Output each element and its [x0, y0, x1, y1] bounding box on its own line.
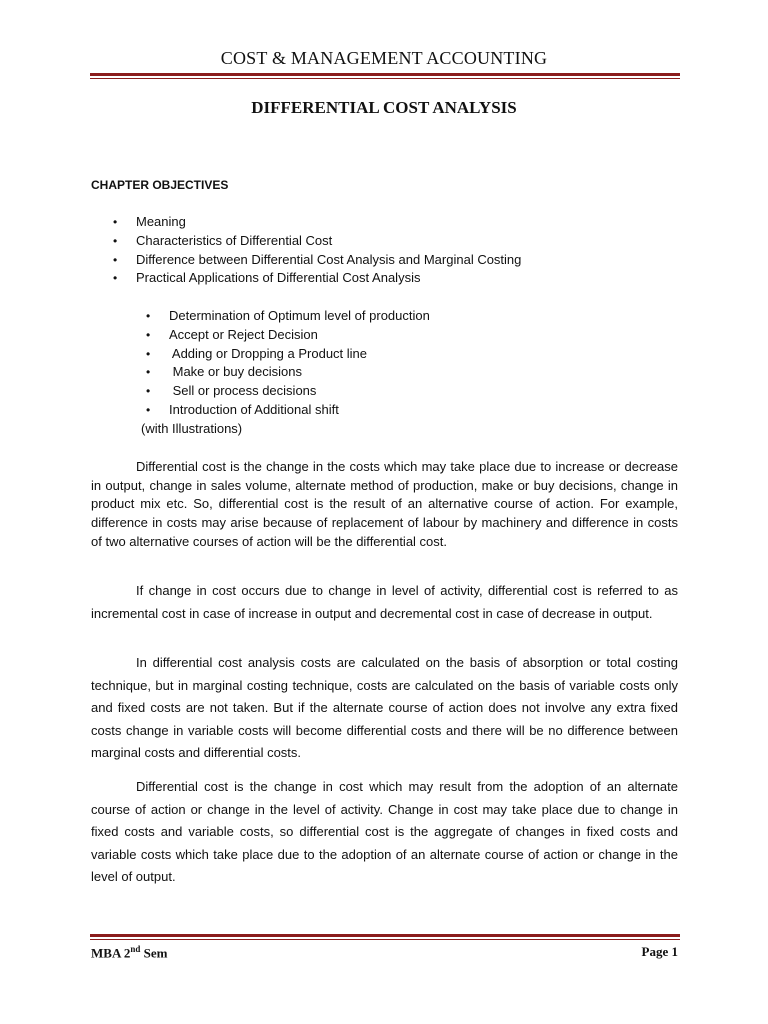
- list-item: • Practical Applications of Differential Cost Analysis: [113, 269, 521, 288]
- bullet-icon: •: [146, 384, 151, 399]
- bullet-icon: •: [113, 233, 118, 248]
- running-header: COST & MANAGEMENT ACCOUNTING: [220, 48, 548, 68]
- applications-sublist: [146, 307, 430, 420]
- paragraph: Differential cost is the change in the costs which may take place due to increase or decrease in output, change in sales volume, alternate method of production, make or buy decisions, change in product mix etc. So, differential cost is the result of an alternative course of action. For example, difference in costs may arise because of replacement of labour by machinery and difference in costs of two alternative courses of action will be the differential cost.: [91, 459, 678, 549]
- list-item: • Characteristics of Differential Cost: [113, 232, 521, 251]
- list-item: • Accept or Reject Decision: [146, 326, 430, 345]
- paragraph: Differential cost is the change in cost which may result from the adoption of an alternate course of action or change in the level of activity. Change in cost may take place due to change in fixed costs and variable costs, so differential cost is the aggregate of changes in fixed costs and variable costs which take place due to the adoption of an alternate course of action or change in the level of output.: [91, 779, 678, 884]
- objectives-list: [113, 213, 521, 288]
- page-number: Page 1: [641, 944, 678, 959]
- list-item: • Difference between Differential Cost Analysis and Marginal Costing: [113, 251, 521, 270]
- footer-course-label: MBA 2nd Sem: [91, 944, 168, 961]
- objectives-heading: CHAPTER OBJECTIVES: [91, 178, 229, 192]
- bullet-icon: •: [113, 252, 118, 267]
- list-item: • Adding or Dropping a Product line: [146, 345, 430, 364]
- list-item: • Determination of Optimum level of production: [146, 307, 430, 326]
- bullet-icon: •: [146, 309, 151, 323]
- footer-rule: [90, 934, 680, 940]
- list-item: • Meaning: [113, 213, 521, 232]
- bullet-icon: •: [146, 402, 151, 417]
- header-rule: [90, 73, 680, 79]
- bullet-icon: •: [146, 346, 151, 361]
- page-title: DIFFERENTIAL COST ANALYSIS: [251, 98, 517, 117]
- bullet-icon: •: [113, 215, 118, 229]
- paragraph: In differential cost analysis costs are calculated on the basis of absorption or total costing technique, but in marginal costing technique, costs are calculated on the basis of variable costs only and fixed costs are not taken. But if the alternate course of action does not involve any extra fixed costs change in variable costs will become differential costs and there will be no difference between marginal costs and differential costs.: [91, 655, 678, 760]
- illustrations-note: (with Illustrations): [141, 421, 243, 436]
- bullet-icon: •: [146, 365, 151, 380]
- bullet-icon: •: [146, 327, 151, 342]
- list-item: • Sell or process decisions: [146, 382, 430, 401]
- list-item: • Make or buy decisions: [146, 363, 430, 382]
- bullet-icon: •: [113, 271, 118, 286]
- list-item: • Introduction of Additional shift: [146, 401, 430, 420]
- paragraph: If change in cost occurs due to change in level of activity, differential cost is referred to as incremental cost in case of increase in output and decremental cost in case of decrease in output.: [91, 583, 678, 621]
